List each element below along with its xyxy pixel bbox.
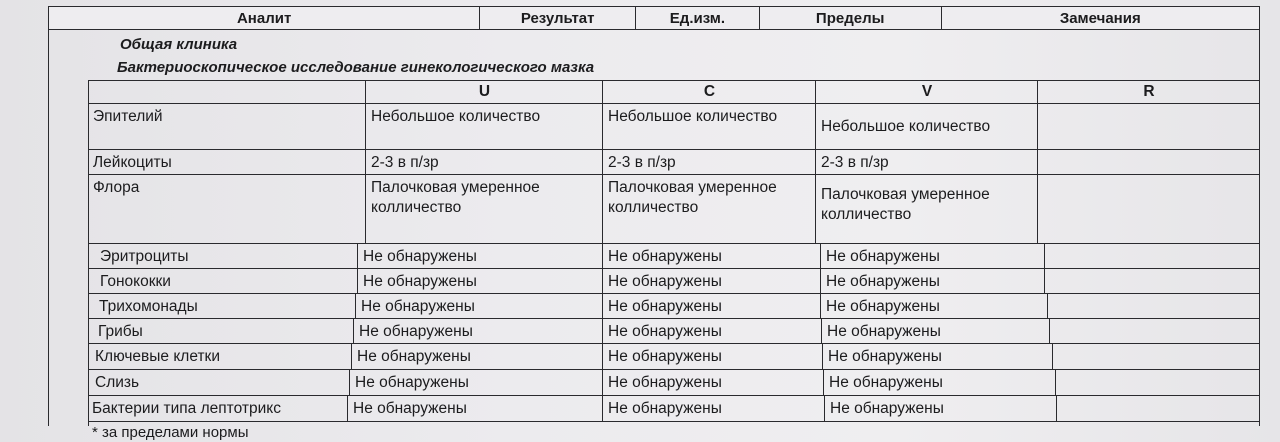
row-value-u: Не обнаружены (350, 370, 603, 395)
row-value-c: 2-3 в п/зр (603, 150, 816, 174)
row-value-v: Не обнаружены (825, 396, 1057, 421)
row-value-v: Небольшое количество (816, 104, 1038, 149)
row-value-c: Не обнаружены (603, 396, 825, 421)
row-name: Эритроциты (88, 244, 358, 268)
row-value-r (1053, 344, 1260, 369)
row-value-r (1048, 294, 1260, 318)
row-name: Трихомонады (88, 294, 356, 318)
row-value-v: Не обнаружены (824, 370, 1056, 395)
section-subtitle: Бактериоскопическое исследование гинекологического мазка (117, 59, 595, 76)
row-value-v: Не обнаружены (821, 244, 1045, 268)
row-value-r (1038, 175, 1260, 243)
column-header-name (88, 81, 366, 103)
section-title: Общая клиника (120, 36, 238, 53)
row-value-u: Не обнаружены (358, 244, 603, 268)
row-name: Эпителий (88, 104, 366, 149)
smear-table (88, 80, 1260, 426)
row-value-u: Небольшое количество (366, 104, 603, 149)
header-result: Результат (480, 7, 636, 29)
table-column-header-row (88, 80, 1260, 104)
row-value-r (1057, 396, 1260, 421)
row-name: Бактерии типа лептотрикс (88, 396, 348, 421)
table-row (88, 269, 1260, 294)
table-header (48, 6, 1260, 30)
row-value-v: Палочковая умеренное колличество (816, 175, 1038, 243)
row-value-u: Не обнаружены (356, 294, 603, 318)
row-value-r (1038, 150, 1260, 174)
table-row (88, 175, 1260, 244)
row-value-c: Небольшое количество (603, 104, 816, 149)
table-row (88, 294, 1260, 319)
table-row (88, 344, 1260, 370)
row-name: Гонококки (88, 269, 358, 293)
table-row (88, 104, 1260, 150)
row-value-c: Не обнаружены (603, 370, 824, 395)
row-value-r (1038, 104, 1260, 149)
header-analyte: Аналит (49, 7, 480, 29)
row-value-u: Не обнаружены (348, 396, 603, 421)
table-row (88, 370, 1260, 396)
row-value-u: Не обнаружены (352, 344, 603, 369)
row-value-c: Палочковая умеренное колличество (603, 175, 816, 243)
row-value-v: Не обнаружены (821, 294, 1048, 318)
row-value-c: Не обнаружены (603, 269, 821, 293)
header-remarks: Замечания (1059, 9, 1141, 27)
header-unit: Ед.изм. (636, 7, 760, 29)
column-header-r: R (1038, 81, 1260, 103)
row-value-c: Не обнаружены (603, 294, 821, 318)
row-value-u: Не обнаружены (354, 319, 603, 343)
row-value-c: Не обнаружены (603, 244, 821, 268)
row-name: Слизь (88, 370, 350, 395)
table-row (88, 244, 1260, 269)
row-value-r (1056, 370, 1260, 395)
row-value-r (1045, 269, 1260, 293)
row-value-v: 2-3 в п/зр (816, 150, 1038, 174)
row-value-u: Палочковая умеренное колличество (366, 175, 603, 243)
row-value-u: Не обнаружены (358, 269, 603, 293)
row-name: Лейкоциты (88, 150, 366, 174)
table-row (88, 396, 1260, 422)
row-value-v: Не обнаружены (822, 319, 1050, 343)
column-header-v: V (816, 81, 1038, 103)
column-header-c: C (603, 81, 816, 103)
row-name: Ключевые клетки (88, 344, 352, 369)
row-value-u: 2-3 в п/зр (366, 150, 603, 174)
row-value-r (1045, 244, 1260, 268)
row-value-v: Не обнаружены (821, 269, 1045, 293)
footnote: * за пределами нормы (92, 424, 249, 441)
table-row (88, 319, 1260, 344)
row-name: Грибы (88, 319, 354, 343)
row-value-r (1050, 319, 1260, 343)
row-name: Флора (88, 175, 366, 243)
table-row (88, 150, 1260, 175)
row-value-c: Не обнаружены (603, 319, 822, 343)
header-limits: Пределы (760, 7, 942, 29)
column-header-u: U (366, 81, 603, 103)
row-value-c: Не обнаружены (603, 344, 823, 369)
row-value-v: Не обнаружены (823, 344, 1053, 369)
